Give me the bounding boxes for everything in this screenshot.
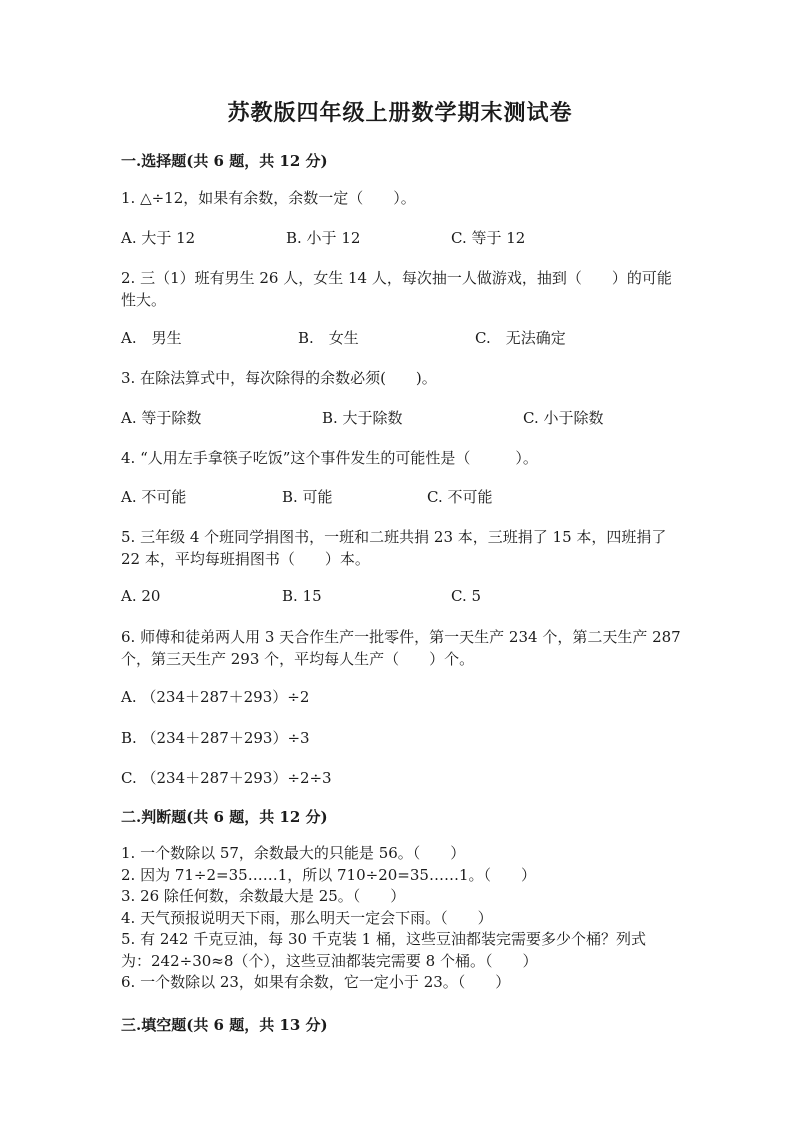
- judge-item: 5. 有 242 千克豆油，每 30 千克装 1 桶，这些豆油都装完需要多少个桶？列式: [121, 930, 646, 948]
- question-6-option-a-row: [121, 686, 681, 708]
- judge-list: [121, 843, 681, 994]
- question-3-options: [121, 407, 681, 429]
- page-title: 苏教版四年级上册数学期末测试卷: [227, 100, 573, 126]
- option-a: A. 大于 12: [121, 229, 196, 247]
- section-heading-judge: 二.判断题(共 6 题，共 12 分): [121, 808, 328, 826]
- judge-item-continued: 为：242÷30≈8（个），这些豆油都装完需要 8 个桶。（ ）: [121, 951, 538, 970]
- question-6: 6. 师傅和徒弟两人用 3 天合作生产一批零件，第一天生产 234 个，第二天生产 287 个，第三天生产 293 个，平均每人生产（ ）个。: [121, 628, 681, 668]
- option-b: B. 可能: [282, 488, 333, 506]
- judge-item: 1. 一个数除以 57，余数最大的只能是 56。（ ）: [121, 844, 466, 862]
- question-3: 3. 在除法算式中，每次除得的余数必须( )。: [121, 369, 437, 387]
- option-c: C. 等于 12: [451, 229, 526, 247]
- option-c: C. （234＋287＋293）÷2÷3: [121, 769, 332, 787]
- option-c: C. 无法确定: [475, 329, 566, 347]
- option-c: C. 5: [451, 587, 482, 605]
- question-6-option-b-row: [121, 727, 681, 749]
- question-4: 4. “人用左手拿筷子吃饭”这个事件发生的可能性是（ ）。: [121, 449, 538, 467]
- option-b: B. 小于 12: [286, 229, 361, 247]
- option-a: A. 不可能: [121, 488, 187, 506]
- option-b: B. （234＋287＋293）÷3: [121, 729, 310, 747]
- option-b: B. 女生: [298, 329, 359, 347]
- judge-item: 3. 26 除任何数，余数最大是 25。（ ）: [121, 887, 406, 905]
- option-b: B. 15: [282, 587, 322, 605]
- section-heading-fill: 三.填空题(共 6 题，共 13 分): [121, 1016, 328, 1034]
- question-4-options: [121, 486, 681, 508]
- option-b: B. 大于除数: [322, 409, 403, 427]
- option-a: A. （234＋287＋293）÷2: [121, 688, 310, 706]
- option-a: A. 等于除数: [121, 409, 202, 427]
- question-5-options: [121, 587, 681, 609]
- option-c: C. 小于除数: [523, 409, 604, 427]
- option-c: C. 不可能: [427, 488, 493, 506]
- judge-item: 4. 天气预报说明天下雨，那么明天一定会下雨。（ ）: [121, 908, 493, 927]
- question-6-option-c-row: [121, 767, 681, 789]
- section-heading-choice: 一.选择题(共 6 题，共 12 分): [121, 152, 328, 170]
- question-5: 5. 三年级 4 个班同学捐图书，一班和二班共捐 23 本，三班捐了 15 本，四班捐了 22 本，平均每班捐图书（ ）本。: [121, 528, 667, 568]
- question-2: 2. 三（1）班有男生 26 人，女生 14 人，每次抽一人做游戏，抽到（ ）的可能性大。: [121, 269, 672, 309]
- option-a: A. 20: [121, 587, 161, 605]
- question-1-options: [121, 227, 681, 249]
- option-a: A. 男生: [121, 329, 182, 347]
- judge-item: 2. 因为 71÷2=35……1，所以 710÷20=35……1。（ ）: [121, 865, 536, 884]
- question-2-options: [121, 327, 681, 349]
- question-1: 1. △÷12，如果有余数，余数一定（ ）。: [121, 189, 416, 207]
- judge-item: 6. 一个数除以 23，如果有余数，它一定小于 23。（ ）: [121, 973, 511, 991]
